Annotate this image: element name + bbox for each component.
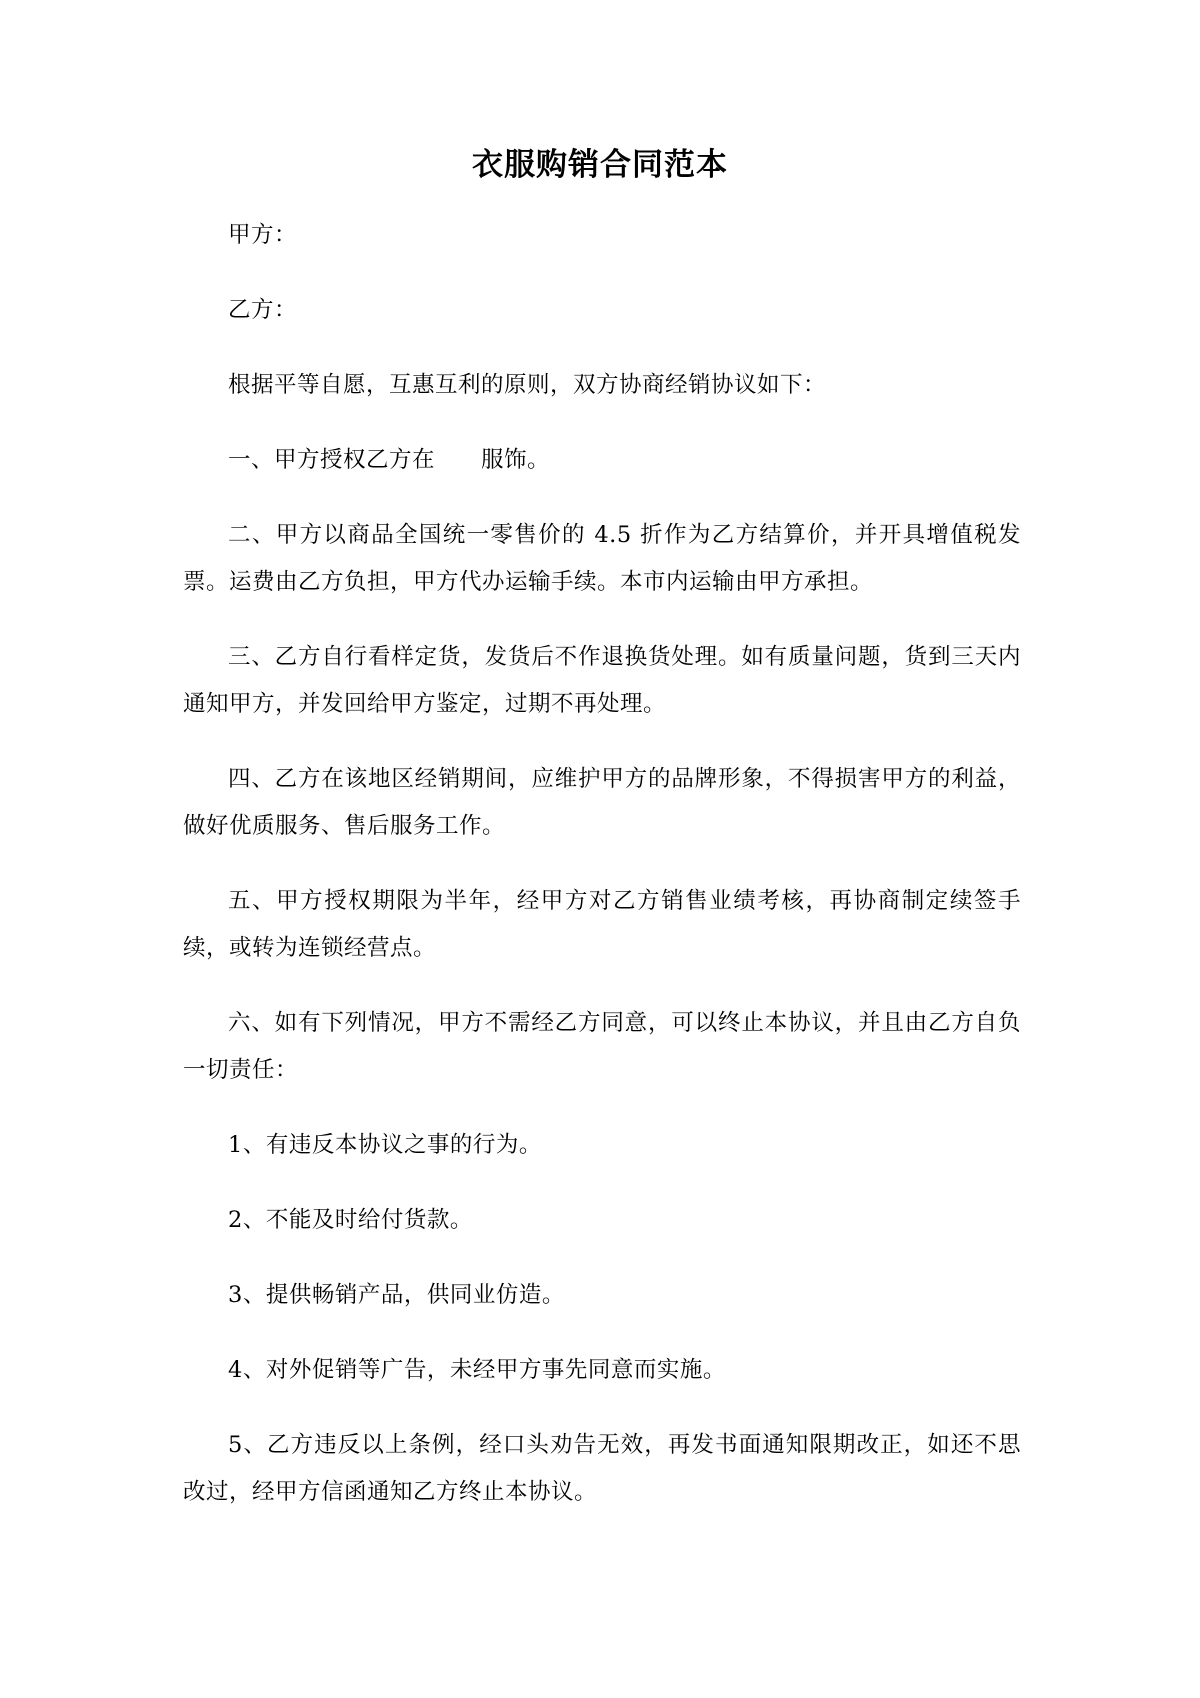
paragraph-gap: [183, 1394, 1021, 1422]
clause-2: 二、甲方以商品全国统一零售价的 4.5 折作为乙方结算价，并开具增值税发票。运费由乙方负担，甲方代办运输手续。本市内运输由甲方承担。: [183, 522, 1021, 595]
paragraph-gap: [183, 1094, 1021, 1122]
paragraph-gap: [183, 606, 1021, 634]
clause-1: 一、甲方授权乙方在 服饰。: [228, 447, 551, 473]
paragraph-gap: [183, 850, 1021, 878]
paragraph-gap: [183, 728, 1021, 756]
document-body: [183, 212, 1021, 1516]
document-title: 衣服购销合同范本: [472, 147, 728, 183]
paragraph-gap: [183, 1169, 1021, 1197]
party-a-line: 甲方：: [228, 222, 298, 248]
paragraph-gap: [183, 1244, 1021, 1272]
paragraph-gap: [183, 972, 1021, 1000]
clause-4: 四、乙方在该地区经销期间，应维护甲方的品牌形象，不得损害甲方的利益，做好优质服务、售后服务工作。: [183, 766, 1021, 839]
clause-5: 五、甲方授权期限为半年，经甲方对乙方销售业绩考核，再协商制定续签手续，或转为连锁经营点。: [183, 888, 1021, 961]
paragraph-gap: [183, 1319, 1021, 1347]
list-item-4: 4、对外促销等广告，未经甲方事先同意而实施。: [228, 1357, 726, 1383]
paragraph-gap: [183, 259, 1021, 287]
list-item-2: 2、不能及时给付货款。: [228, 1207, 473, 1233]
paragraph-gap: [183, 409, 1021, 437]
agreement-preamble: 根据平等自愿，互惠互利的原则，双方协商经销协议如下：: [228, 372, 827, 398]
party-b-line: 乙方：: [228, 297, 298, 323]
paragraph-gap: [183, 484, 1021, 512]
list-item-5: 5、乙方违反以上条例，经口头劝告无效，再发书面通知限期改正，如还不思改过，经甲方信函通知乙方终止本协议。: [183, 1432, 1021, 1505]
list-item-1: 1、有违反本协议之事的行为。: [228, 1132, 542, 1158]
list-item-3: 3、提供畅销产品，供同业仿造。: [228, 1282, 565, 1308]
paragraph-gap: [183, 334, 1021, 362]
clause-6: 六、如有下列情况，甲方不需经乙方同意，可以终止本协议，并且由乙方自负一切责任：: [183, 1010, 1021, 1083]
clause-3: 三、乙方自行看样定货，发货后不作退换货处理。如有质量问题，货到三天内通知甲方，并发回给甲方鉴定，过期不再处理。: [183, 644, 1021, 717]
